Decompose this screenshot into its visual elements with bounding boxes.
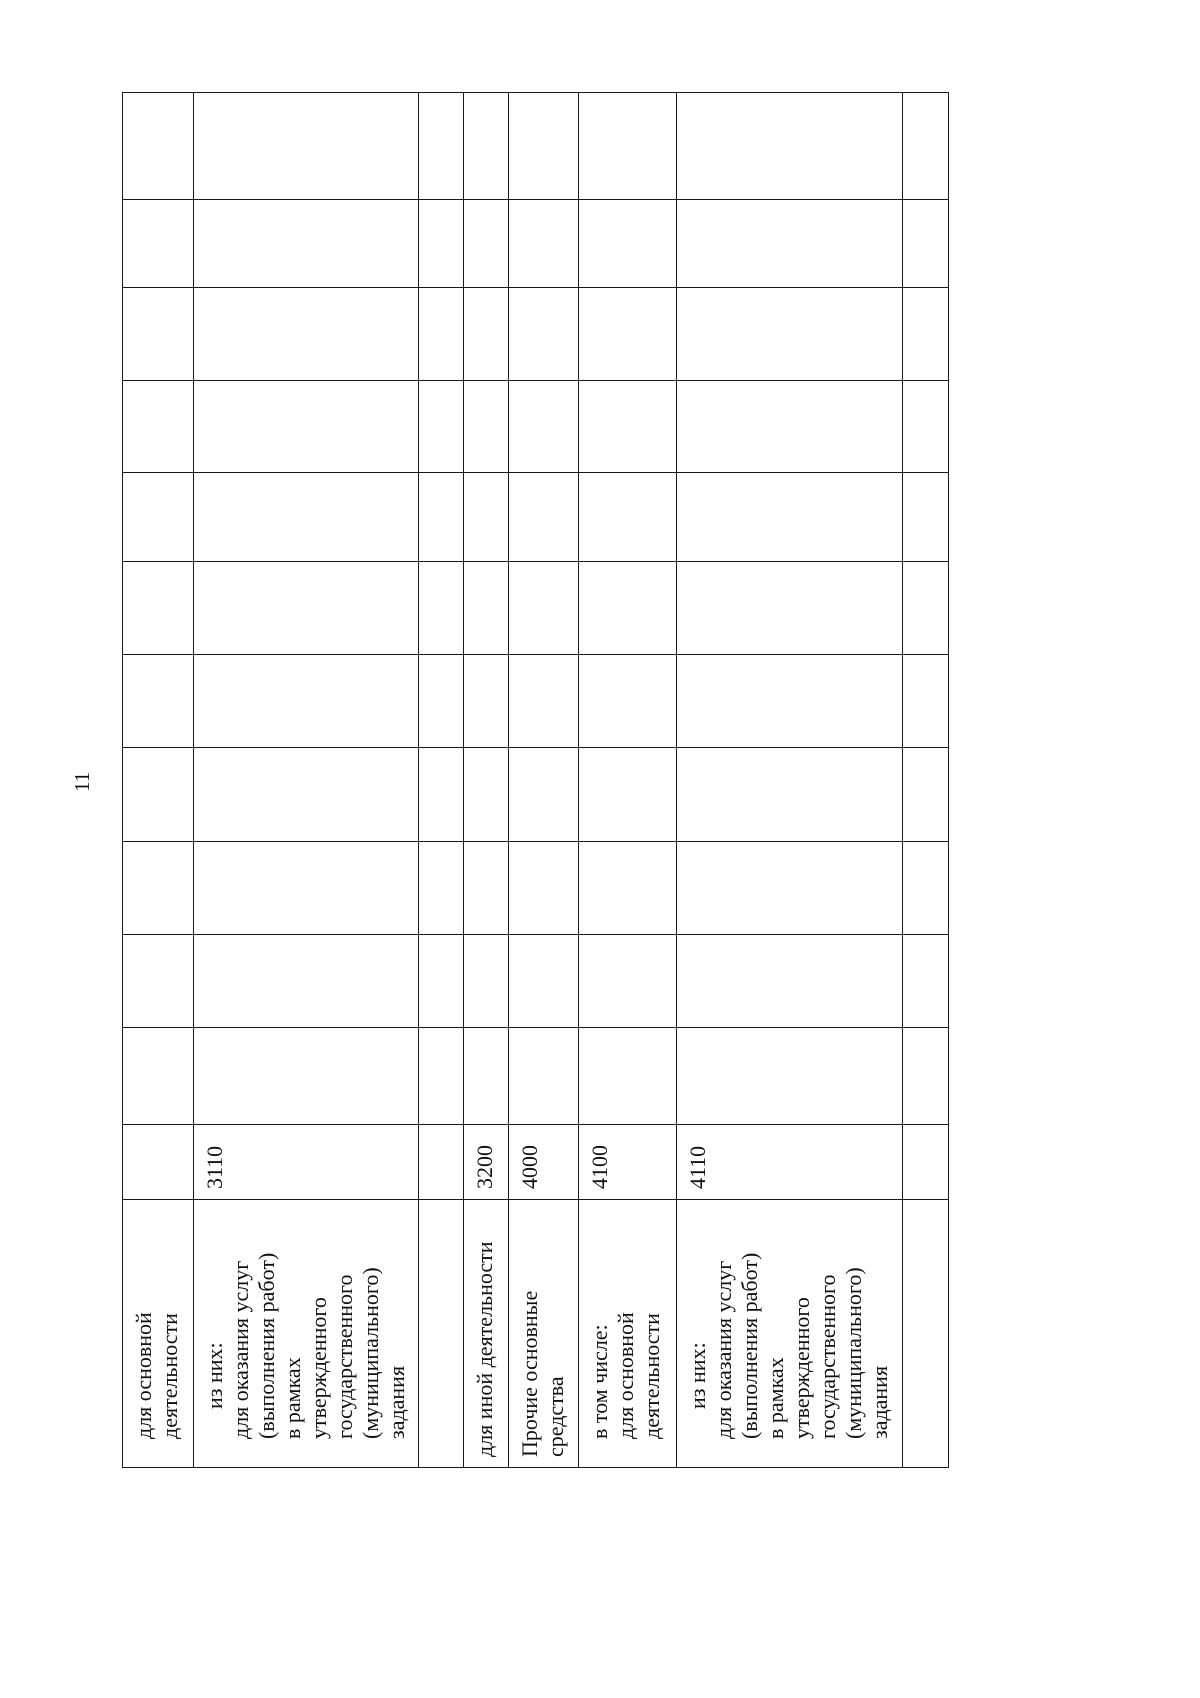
row-name-line: (выполнения работ): [737, 1252, 762, 1439]
value-cell: [419, 200, 464, 288]
row-name-line: деятельности: [157, 1313, 182, 1439]
value-cell: [677, 473, 903, 562]
value-cell: [677, 842, 903, 935]
row-code-cell: [903, 1125, 949, 1200]
value-cell: [464, 842, 509, 935]
value-cell: [419, 562, 464, 655]
row-name-line: (муниципального): [841, 1267, 866, 1439]
value-cell: [509, 842, 579, 935]
value-cell: [509, 288, 579, 381]
value-cell: [903, 93, 949, 200]
value-cell: [464, 381, 509, 473]
row-name-cell: [419, 1200, 464, 1468]
value-cell: [194, 748, 419, 842]
value-cell: [194, 562, 419, 655]
value-cell: [579, 935, 677, 1028]
value-cell: [579, 748, 677, 842]
value-cell: [509, 562, 579, 655]
value-cell: [579, 562, 677, 655]
value-cell: [579, 473, 677, 562]
table-row: [677, 93, 903, 1468]
value-cell: [123, 562, 194, 655]
value-cell: [464, 935, 509, 1028]
table-row: [194, 93, 419, 1468]
value-cell: [419, 935, 464, 1028]
row-name-line: средства: [543, 1376, 568, 1457]
value-cell: [123, 473, 194, 562]
row-name-line: утвержденного: [789, 1297, 814, 1439]
row-name-cell: [464, 1200, 509, 1468]
value-cell: [903, 935, 949, 1028]
value-cell: [194, 655, 419, 748]
value-cell: [677, 655, 903, 748]
value-cell: [677, 935, 903, 1028]
value-cell: [579, 200, 677, 288]
row-code-cell: 4000: [509, 1125, 579, 1200]
page-number: 11: [70, 771, 94, 792]
value-cell: [579, 1028, 677, 1125]
row-name-line: деятельности: [639, 1313, 664, 1439]
value-cell: [579, 655, 677, 748]
row-name-line: государственного: [815, 1274, 840, 1439]
value-cell: [464, 655, 509, 748]
value-cell: [903, 748, 949, 842]
value-cell: [419, 288, 464, 381]
value-cell: [509, 935, 579, 1028]
value-cell: [509, 93, 579, 200]
value-cell: [509, 381, 579, 473]
row-code-cell: 3110: [194, 1125, 419, 1200]
value-cell: [464, 1028, 509, 1125]
value-cell: [677, 381, 903, 473]
value-cell: [194, 935, 419, 1028]
row-name-line: для основной: [613, 1312, 638, 1439]
row-name-line: в рамках: [763, 1357, 788, 1439]
row-name-line: задания: [384, 1365, 409, 1439]
row-code-cell: [419, 1125, 464, 1200]
value-cell: [194, 1028, 419, 1125]
value-cell: [123, 748, 194, 842]
value-cell: [194, 200, 419, 288]
value-cell: [123, 655, 194, 748]
value-cell: [194, 93, 419, 200]
value-cell: [509, 748, 579, 842]
value-cell: [419, 842, 464, 935]
table-row: [464, 93, 509, 1468]
value-cell: [123, 1028, 194, 1125]
row-name-line: утвержденного: [306, 1297, 331, 1439]
value-cell: [509, 473, 579, 562]
row-code-cell: 4100: [579, 1125, 677, 1200]
value-cell: [903, 1028, 949, 1125]
value-cell: [464, 93, 509, 200]
value-cell: [194, 288, 419, 381]
value-cell: [194, 381, 419, 473]
value-cell: [123, 93, 194, 200]
value-cell: [123, 842, 194, 935]
value-cell: [903, 473, 949, 562]
value-cell: [677, 1028, 903, 1125]
value-cell: [677, 748, 903, 842]
value-cell: [123, 935, 194, 1028]
value-cell: [677, 562, 903, 655]
value-cell: [419, 655, 464, 748]
value-cell: [579, 842, 677, 935]
row-code-cell: 3200: [464, 1125, 509, 1200]
row-name-line: из них:: [202, 1342, 227, 1409]
table-row: [903, 93, 949, 1468]
financial-table: [122, 92, 949, 1468]
row-name-cell: [579, 1200, 677, 1468]
table-row: [509, 93, 579, 1468]
row-name-cell: [677, 1200, 903, 1468]
value-cell: [677, 288, 903, 381]
value-cell: [509, 200, 579, 288]
value-cell: [419, 93, 464, 200]
row-name-line: в том числе:: [587, 1324, 612, 1439]
value-cell: [579, 93, 677, 200]
value-cell: [579, 288, 677, 381]
value-cell: [509, 655, 579, 748]
value-cell: [123, 288, 194, 381]
value-cell: [579, 381, 677, 473]
row-code-cell: 4110: [677, 1125, 903, 1200]
value-cell: [419, 1028, 464, 1125]
value-cell: [464, 748, 509, 842]
row-name-line: (муниципального): [358, 1267, 383, 1439]
row-name-line: для иной деятельности: [472, 1241, 497, 1457]
row-name-line: для оказания услуг: [711, 1260, 736, 1439]
row-name-cell: [509, 1200, 579, 1468]
value-cell: [677, 93, 903, 200]
row-name-line: из них:: [685, 1342, 710, 1409]
row-name-cell: [194, 1200, 419, 1468]
value-cell: [194, 842, 419, 935]
row-name-cell: [903, 1200, 949, 1468]
value-cell: [123, 200, 194, 288]
value-cell: [677, 200, 903, 288]
value-cell: [464, 200, 509, 288]
value-cell: [419, 473, 464, 562]
value-cell: [903, 200, 949, 288]
value-cell: [194, 473, 419, 562]
value-cell: [903, 655, 949, 748]
row-name-line: задания: [867, 1365, 892, 1439]
value-cell: [903, 288, 949, 381]
value-cell: [903, 562, 949, 655]
row-name-line: для оказания услуг: [228, 1260, 253, 1439]
row-name-line: государственного: [332, 1274, 357, 1439]
row-name-cell: [123, 1200, 194, 1468]
row-code-cell: [123, 1125, 194, 1200]
row-name-line: (выполнения работ): [254, 1252, 279, 1439]
value-cell: [123, 381, 194, 473]
table-row: [123, 93, 194, 1468]
row-name-line: Прочие основные: [517, 1290, 542, 1457]
table-row: [419, 93, 464, 1468]
value-cell: [464, 562, 509, 655]
row-name-line: для основной: [131, 1312, 156, 1439]
value-cell: [464, 288, 509, 381]
value-cell: [419, 381, 464, 473]
value-cell: [903, 842, 949, 935]
table-row: [579, 93, 677, 1468]
row-name-line: в рамках: [280, 1357, 305, 1439]
value-cell: [419, 748, 464, 842]
value-cell: [509, 1028, 579, 1125]
value-cell: [903, 381, 949, 473]
value-cell: [464, 473, 509, 562]
